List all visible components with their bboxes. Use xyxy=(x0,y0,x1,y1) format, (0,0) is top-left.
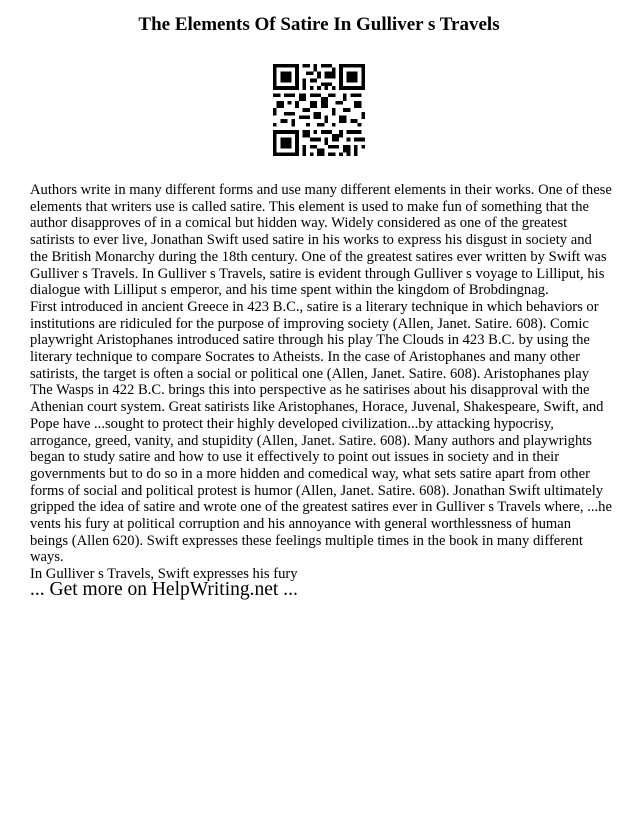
document-body xyxy=(30,182,612,583)
get-more-link[interactable]: ... Get more on HelpWriting.net ... xyxy=(30,579,298,600)
paragraph-history: First introduced in ancient Greece in 423 B.C., satire is a literary technique in which behaviors or institutions are ridiculed for the purpose of improving society (Allen, Janet. Satire. 608). Comic playwright Aristophanes introduced satire through his play The Clouds in 423 B.C. by using the literary technique to compare Socrates to Atheists. In the case of Aristophanes and many other satirists, the target is often a social or political one (Allen, Janet. Satire. 608). Aristophanes play The Wasps in 422 B.C. brings this into perspective as he satirises about his disapproval with the Athenian court system. Great satirists like Aristophanes, Horace, Juvenal, Shakespeare, Swift, and Pope have ...sought to protect their highly developed civilization...by attacking hypocrisy, arrogance, greed, vanity, and stupidity (Allen, Janet. Satire. 608). Many authors and playwrights began to study satire and how to use it effectively to point out issues in society and in their governments but to do so in a more hidden and comedical way, what sets satire apart from other forms of social and political protest is humor (Allen, Janet. Satire. 608). Jonathan Swift ultimately gripped the idea of satire and wrote one of the greatest satires ever in Gulliver s Travels where, ...he vents his fury at political corruption and his annoyance with general worthlessness of human beings (Allen 620). Swift expresses these feelings multiple times in the book in many different ways. xyxy=(30,298,612,566)
paragraph-excerpt-end: In Gulliver s Travels, Swift expresses his fury xyxy=(30,566,298,583)
document-title: The Elements Of Satire In Gulliver s Travels xyxy=(138,14,500,35)
paragraph-introduction: Authors write in many different forms and use many different elements in their works. One of these elements that writers use is called satire. This element is used to make fun of something that the author disapproves of in a comical but hidden way. Widely considered as one of the greatest satirists to ever live, Jonathan Swift used satire in his works to express his disgust in society and the British Monarchy during the 18th century. One of the greatest satires ever written by Swift was Gulliver s Travels. In Gulliver s Travels, satire is evident through Gulliver s voyage to Lilliput, his dialogue with Lilliput s emperor, and his time spent within the kingdom of Brobdingnag. xyxy=(30,182,612,299)
qr-code-icon[interactable] xyxy=(273,64,365,156)
